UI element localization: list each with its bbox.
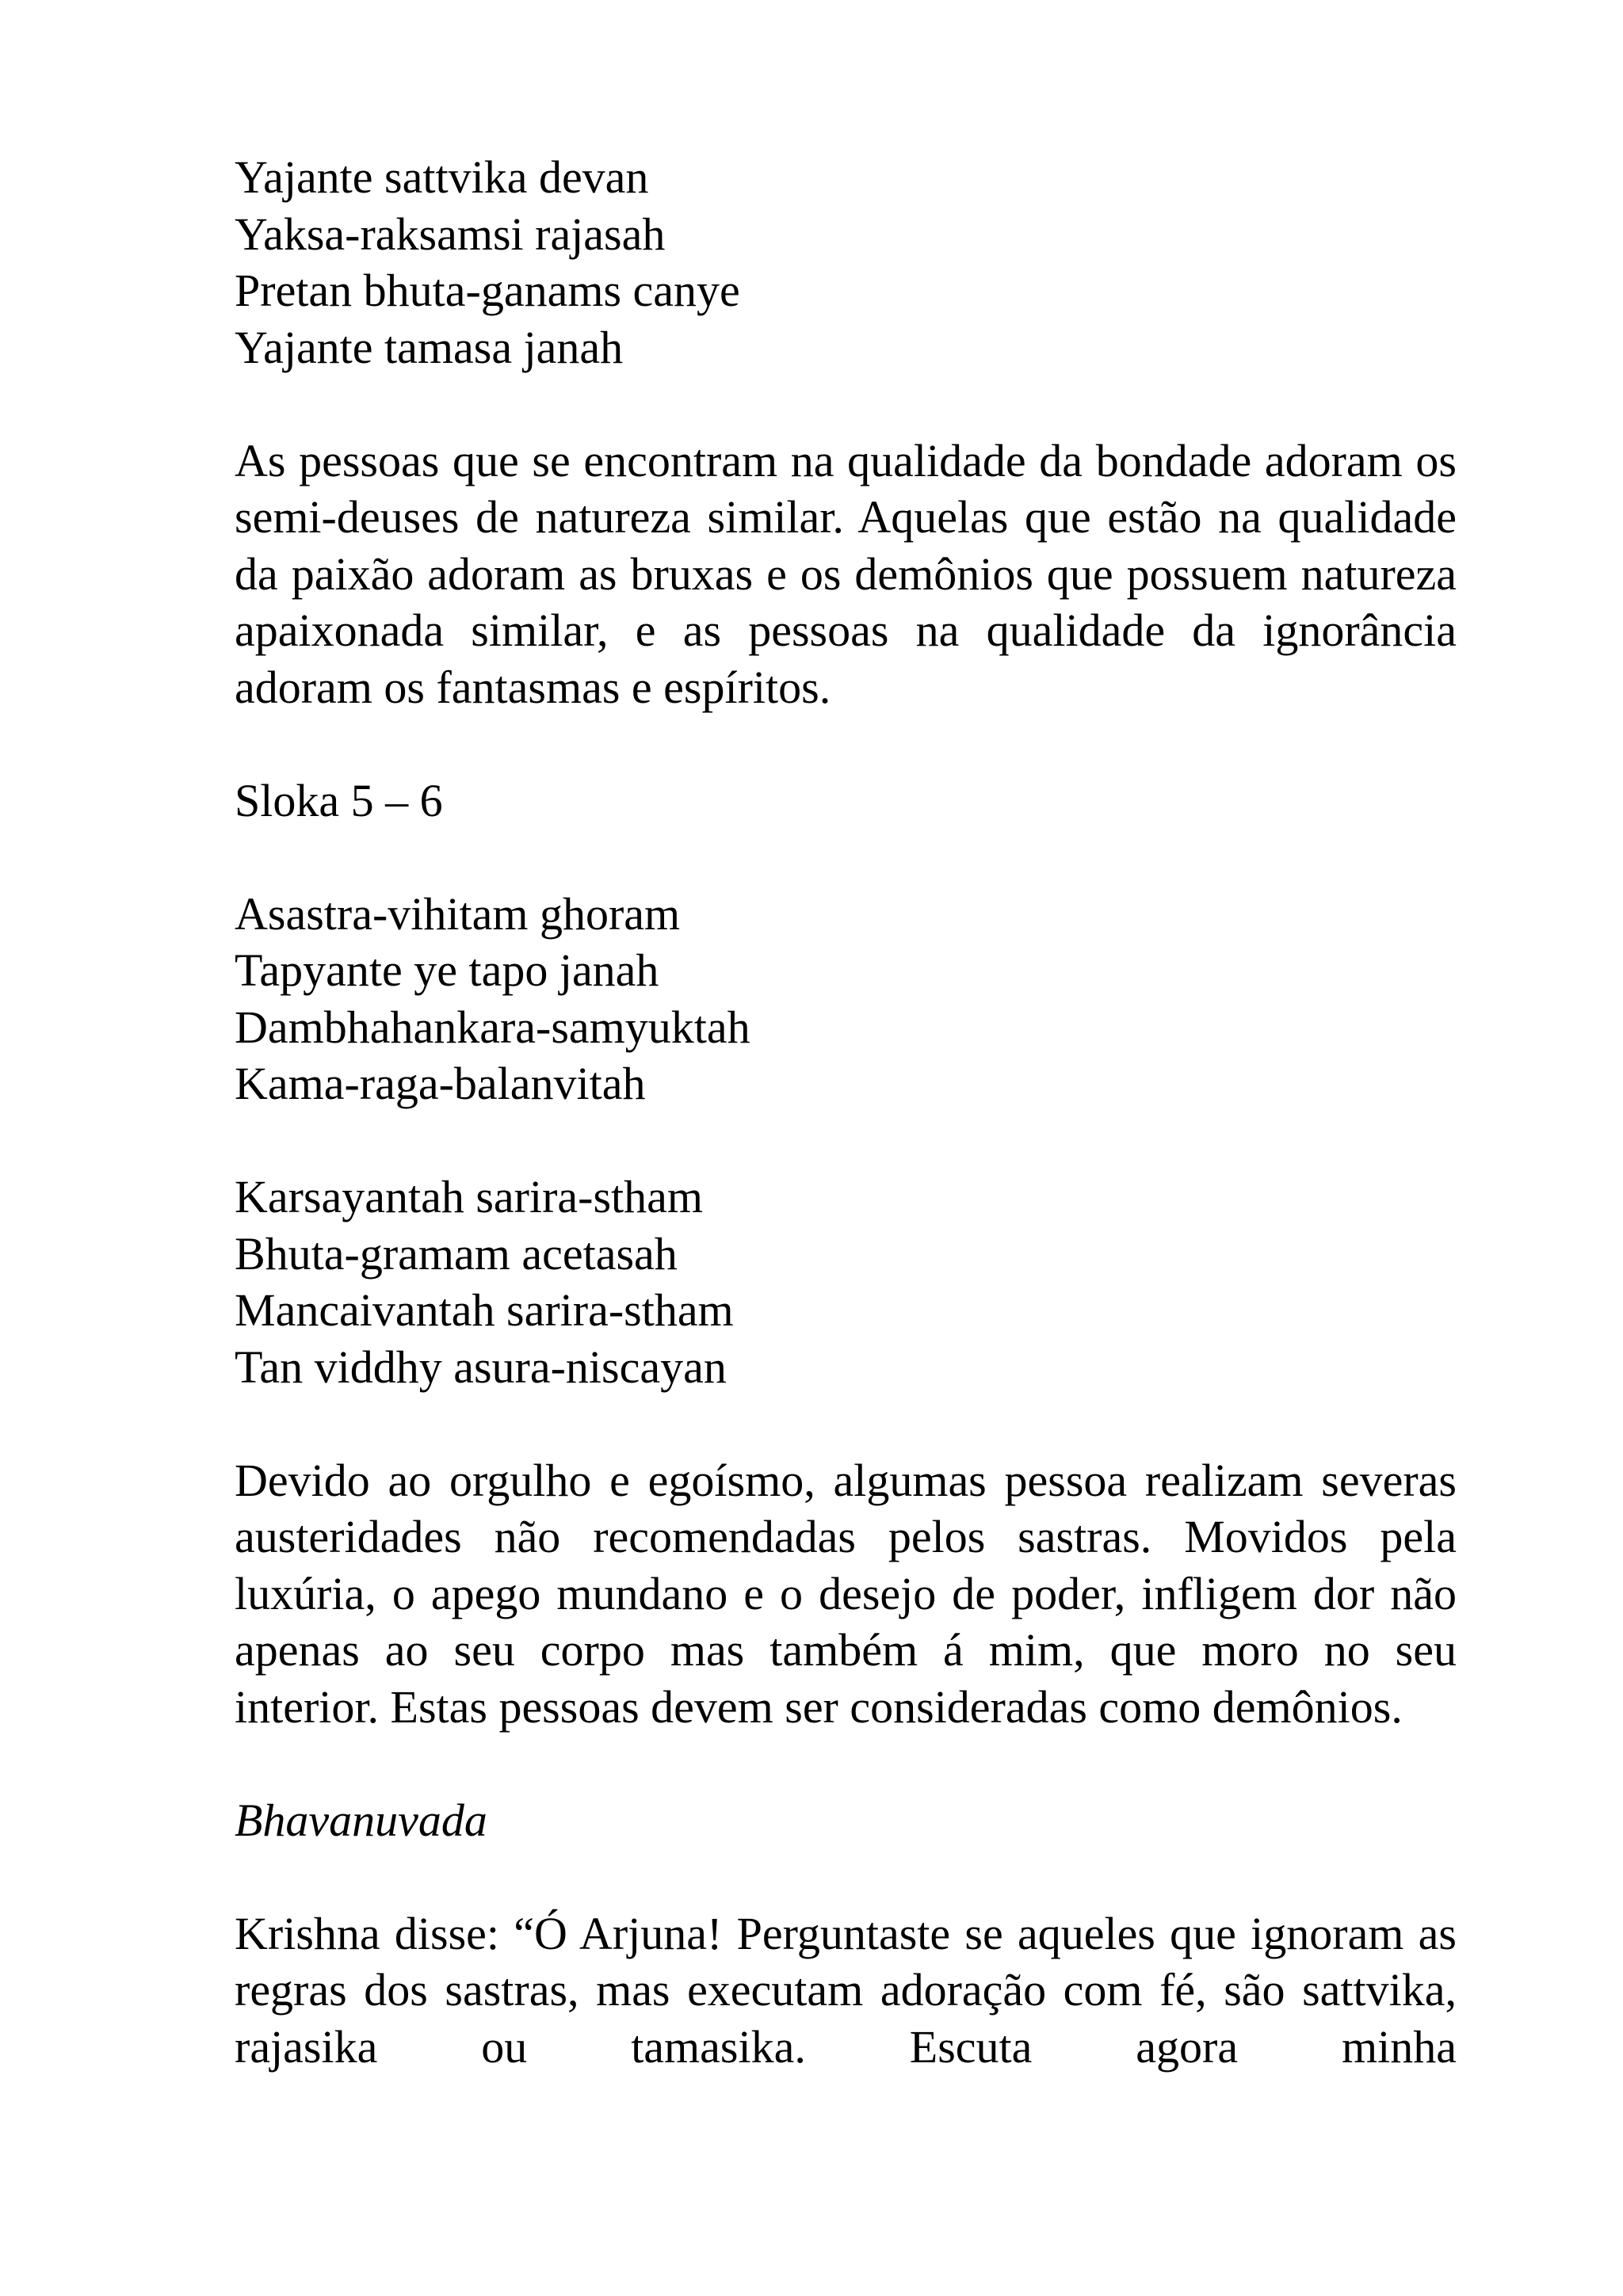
commentary-paragraph: Krishna disse: “Ó Arjuna! Perguntaste se aqueles que ignoram as regras dos sastras, mas executam adoração com fé, são sattvika, rajasika ou tamasika. Escuta agora minha	[235, 1907, 1457, 2073]
translation-paragraph-1: As pessoas que se encontram na qualidade da bondade adoram os semi-deuses de natureza similar. Aquelas que estão na qualidade da paixão adoram as bruxas e os demônios que possuem natureza apaixonada similar, e as pessoas na qualidade da ignorância adoram os fantasmas e espíritos.	[235, 434, 1457, 713]
verse-sanskrit-1	[235, 149, 1457, 376]
verse-line: Yajante sattvika devan	[235, 151, 649, 203]
verse-line: Kama-raga-balanvitah	[235, 1058, 646, 1109]
verse-sanskrit-3	[235, 1169, 1457, 1395]
verse-line: Pretan bhuta-ganams canye	[235, 265, 740, 316]
verse-line: Yajante tamasa janah	[235, 321, 624, 373]
verse-line: Tapyante ye tapo janah	[235, 944, 659, 996]
verse-line: Tan viddhy asura-niscayan	[235, 1341, 727, 1393]
verse-line: Karsayantah sarira-stham	[235, 1171, 704, 1222]
verse-line: Bhuta-gramam acetasah	[235, 1227, 678, 1280]
document-page	[235, 149, 1457, 2075]
verse-line: Mancaivantah sarira-stham	[235, 1284, 734, 1336]
translation-paragraph-2: Devido ao orgulho e egoísmo, algumas pessoa realizam severas austeridades não recomendadas pelos sastras. Movidos pela luxúria, o apego mundano e o desejo de poder, infligem dor não apenas ao seu corpo mas também á mim, que moro no seu interior. Estas pessoas devem ser consideradas como demônios.	[235, 1454, 1457, 1733]
verse-sanskrit-2	[235, 886, 1457, 1112]
verse-line: Yaksa-raksamsi rajasah	[235, 208, 666, 260]
sloka-heading: Sloka 5 – 6	[235, 774, 443, 826]
commentary-heading: Bhavanuvada	[235, 1794, 487, 1846]
verse-line: Dambhahankara-samyuktah	[235, 1001, 750, 1053]
verse-line: Asastra-vihitam ghoram	[235, 887, 681, 940]
